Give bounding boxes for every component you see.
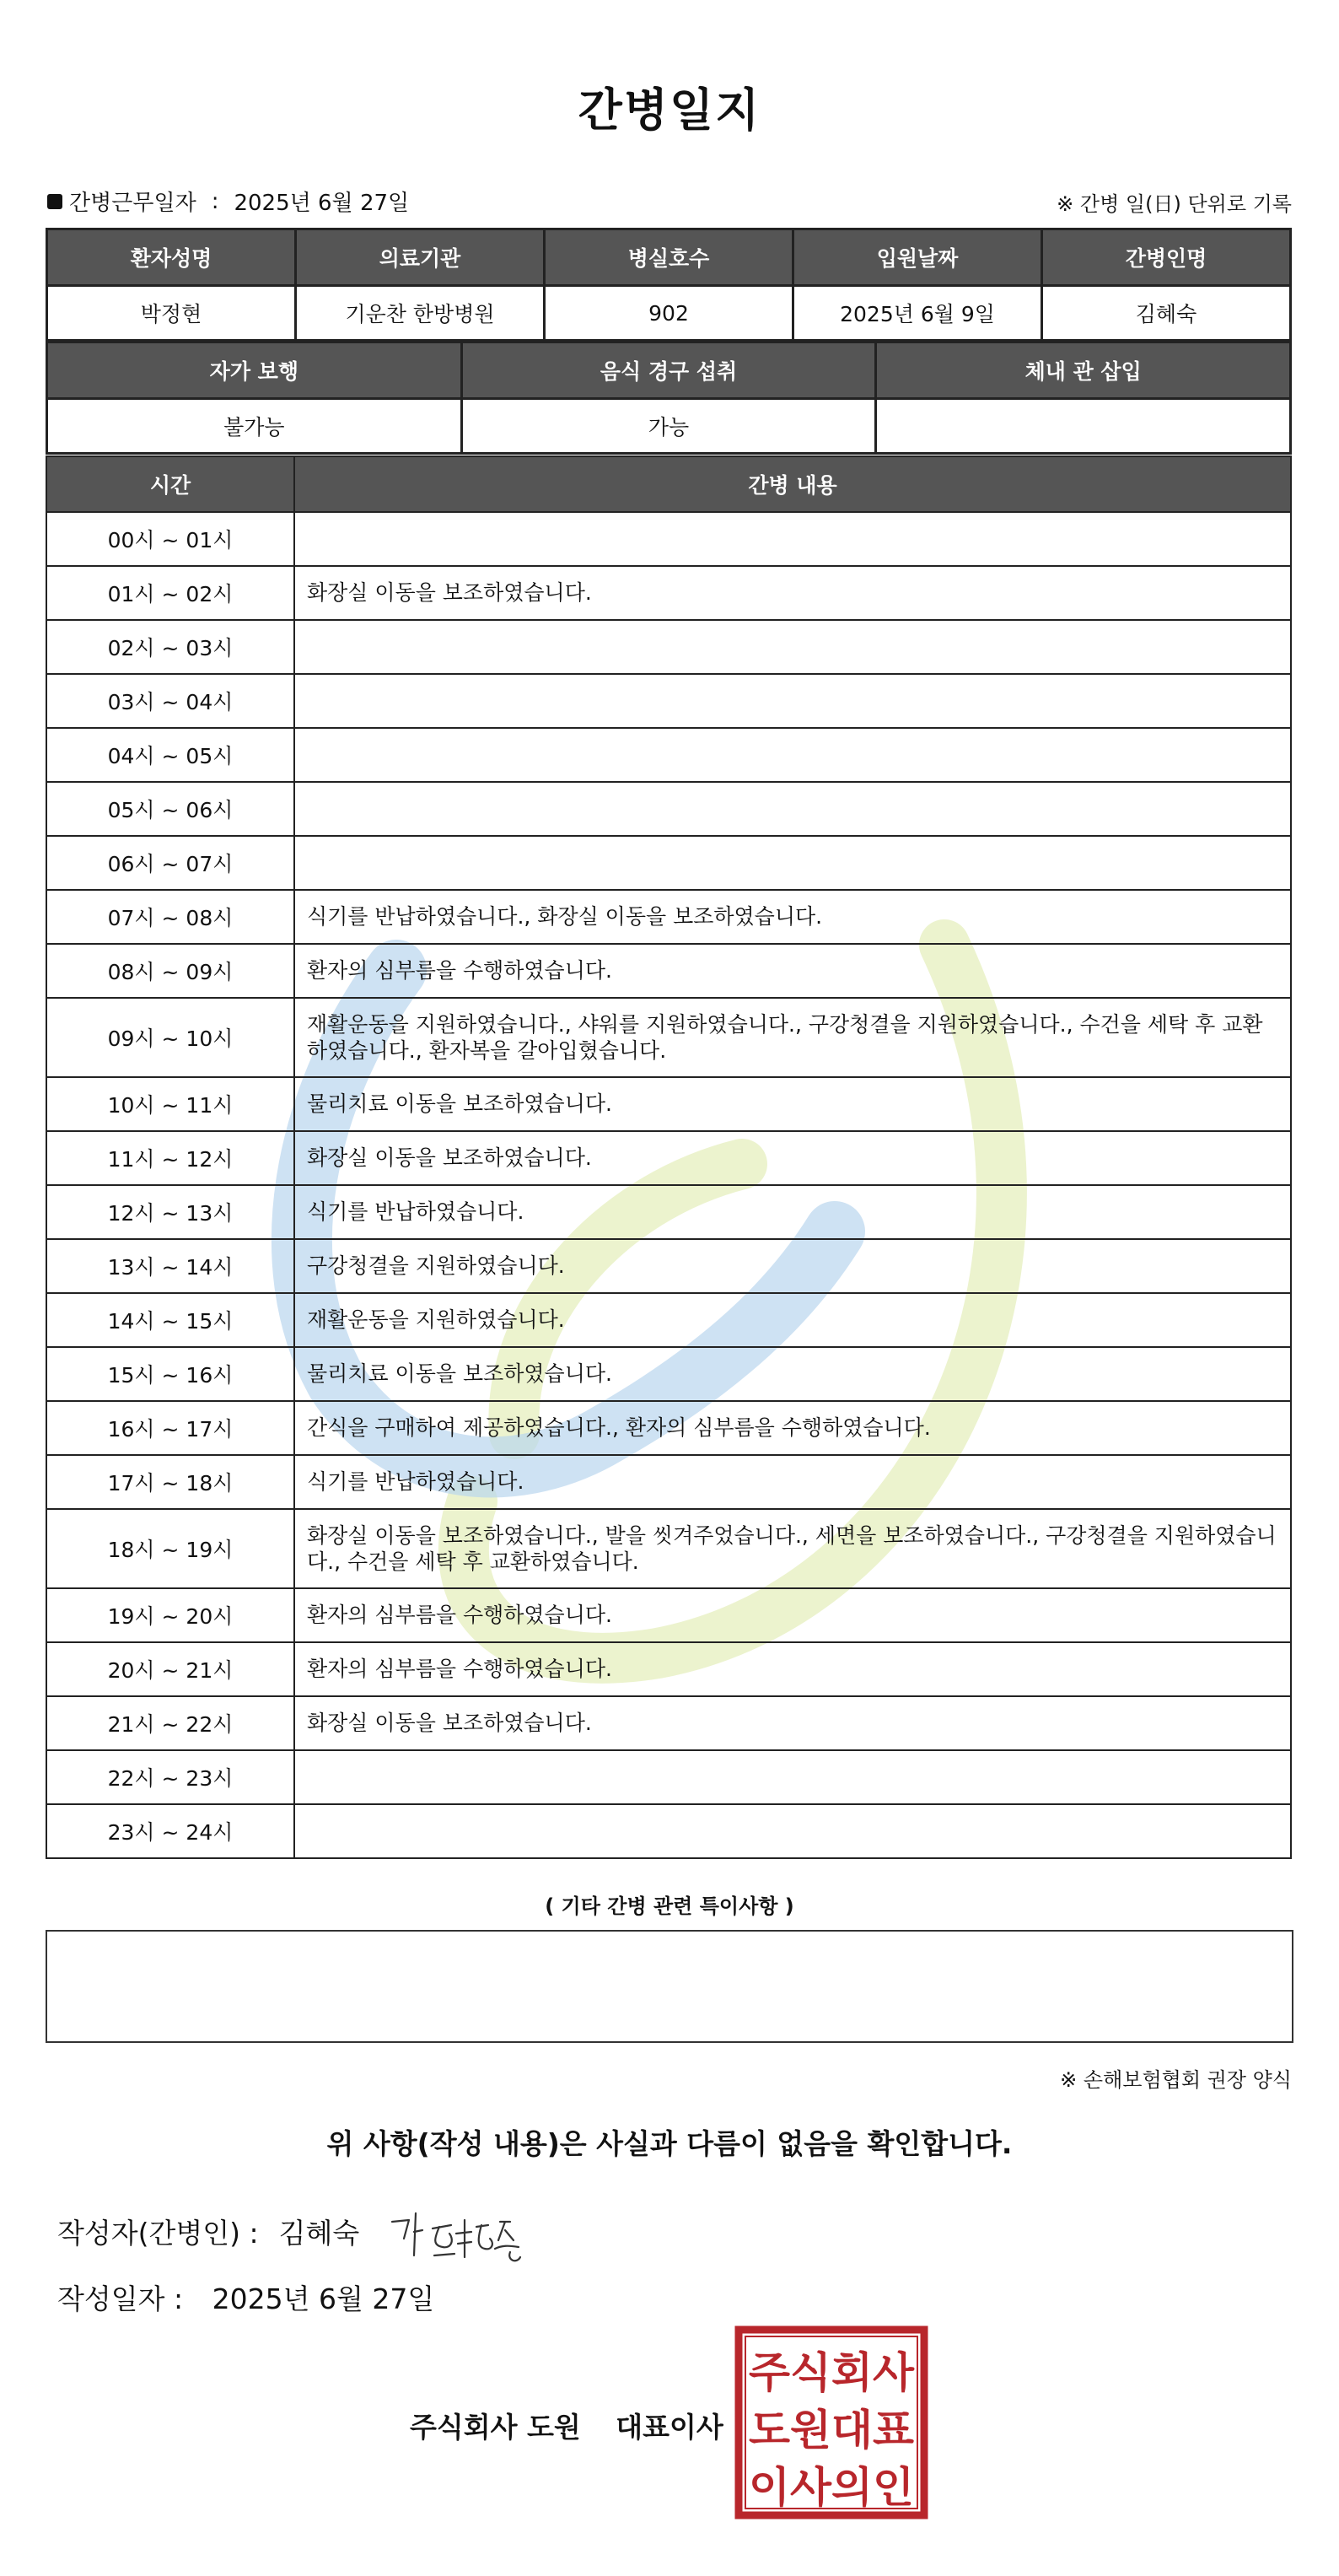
written-date-label: 작성일자 : xyxy=(57,2282,184,2315)
oral-intake-value: 가능 xyxy=(461,399,876,454)
patient-name: 박정현 xyxy=(47,286,296,341)
header-tube-insertion: 체내 관 삽입 xyxy=(876,342,1291,399)
care-content-cell xyxy=(294,1750,1291,1804)
work-date-row xyxy=(47,186,409,217)
writer-row xyxy=(57,2212,359,2251)
care-content-cell xyxy=(294,620,1291,674)
bullet-square-icon xyxy=(47,194,62,209)
daily-record-note: ※ 간병 일(日) 단위로 기록 xyxy=(1057,192,1292,216)
table-row xyxy=(46,1131,1291,1185)
header-admission-date: 입원날짜 xyxy=(793,229,1042,286)
table-row xyxy=(46,944,1291,998)
header-care-content: 간병 내용 xyxy=(294,456,1291,512)
care-content-cell xyxy=(294,674,1291,728)
time-cell: 00시 ~ 01시 xyxy=(46,512,294,566)
time-cell: 13시 ~ 14시 xyxy=(46,1239,294,1293)
table-row xyxy=(46,1239,1291,1293)
written-date-row xyxy=(57,2277,434,2317)
time-cell: 21시 ~ 22시 xyxy=(46,1696,294,1750)
table-row xyxy=(46,1347,1291,1401)
table-row xyxy=(46,1696,1291,1750)
care-content-cell: 환자의 심부름을 수행하였습니다. xyxy=(294,1642,1291,1696)
care-content-cell: 물리치료 이동을 보조하였습니다. xyxy=(294,1077,1291,1131)
time-cell: 07시 ~ 08시 xyxy=(46,890,294,944)
care-content-cell xyxy=(294,1804,1291,1858)
time-cell: 06시 ~ 07시 xyxy=(46,836,294,890)
table-row xyxy=(46,1185,1291,1239)
time-cell: 17시 ~ 18시 xyxy=(46,1455,294,1509)
header-oral-intake: 음식 경구 섭취 xyxy=(461,342,876,399)
header-self-walking: 자가 보행 xyxy=(47,342,462,399)
work-date-separator: : xyxy=(211,188,219,214)
admission-date: 2025년 6월 9일 xyxy=(793,286,1042,341)
special-notes-box xyxy=(46,1930,1293,2043)
care-content-cell: 환자의 심부름을 수행하였습니다. xyxy=(294,1588,1291,1642)
care-content-cell: 재활운동을 지원하였습니다. xyxy=(294,1293,1291,1347)
header-patient-name: 환자성명 xyxy=(47,229,296,286)
written-date-value: 2025년 6월 27일 xyxy=(212,2282,435,2315)
care-log-table xyxy=(46,455,1292,1859)
care-content-cell: 간식을 구매하여 제공하였습니다., 환자의 심부름을 수행하였습니다. xyxy=(294,1401,1291,1455)
table-row xyxy=(46,1588,1291,1642)
work-date-label: 간병근무일자 xyxy=(69,191,196,216)
special-notes-title: ( 기타 간병 관련 특이사항 ) xyxy=(545,1894,794,1918)
table-row xyxy=(46,728,1291,782)
time-cell: 22시 ~ 23시 xyxy=(46,1750,294,1804)
table-row xyxy=(46,1455,1291,1509)
table-row xyxy=(46,1401,1291,1455)
company-seal-stamp xyxy=(734,2325,929,2520)
company-row xyxy=(410,2406,723,2445)
time-cell: 14시 ~ 15시 xyxy=(46,1293,294,1347)
header-caregiver: 간병인명 xyxy=(1042,229,1291,286)
table-row xyxy=(46,1804,1291,1858)
care-content-cell xyxy=(294,512,1291,566)
work-date-value: 2025년 6월 27일 xyxy=(234,191,410,216)
time-cell: 20시 ~ 21시 xyxy=(46,1642,294,1696)
care-content-cell: 화장실 이동을 보조하였습니다. xyxy=(294,1131,1291,1185)
table-row xyxy=(46,1509,1291,1588)
handwritten-signature xyxy=(384,2196,552,2272)
time-cell: 12시 ~ 13시 xyxy=(46,1185,294,1239)
time-cell: 05시 ~ 06시 xyxy=(46,782,294,836)
care-content-cell: 화장실 이동을 보조하였습니다., 발을 씻겨주었습니다., 세면을 보조하였습니다., 구강청결을 지원하였습니다., 수건을 세탁 후 교환하였습니다. xyxy=(294,1509,1291,1588)
care-content-cell xyxy=(294,836,1291,890)
patient-info-table xyxy=(46,228,1292,342)
table-row xyxy=(46,1750,1291,1804)
table-row xyxy=(46,998,1291,1077)
care-content-cell: 재활운동을 지원하였습니다., 샤워를 지원하였습니다., 구강청결을 지원하였습니다., 수건을 세탁 후 교환하였습니다., 환자복을 갈아입혔습니다. xyxy=(294,998,1291,1077)
time-cell: 15시 ~ 16시 xyxy=(46,1347,294,1401)
table-row xyxy=(46,674,1291,728)
svg-text:이사의인: 이사의인 xyxy=(749,2463,914,2512)
care-content-cell xyxy=(294,782,1291,836)
hospital-name: 기운찬 한방병원 xyxy=(296,286,545,341)
time-cell: 23시 ~ 24시 xyxy=(46,1804,294,1858)
time-cell: 03시 ~ 04시 xyxy=(46,674,294,728)
header-hospital: 의료기관 xyxy=(296,229,545,286)
page-title: 간병일지 xyxy=(578,84,761,137)
time-cell: 02시 ~ 03시 xyxy=(46,620,294,674)
tube-insertion-value xyxy=(876,399,1291,454)
care-content-cell: 구강청결을 지원하였습니다. xyxy=(294,1239,1291,1293)
table-row xyxy=(46,566,1291,620)
confirmation-statement: 위 사항(작성 내용)은 사실과 다름이 없음을 확인합니다. xyxy=(326,2127,1013,2160)
patient-status-table xyxy=(46,341,1292,455)
care-content-cell: 환자의 심부름을 수행하였습니다. xyxy=(294,944,1291,998)
caregiver-name: 김혜숙 xyxy=(1042,286,1291,341)
care-content-cell: 화장실 이동을 보조하였습니다. xyxy=(294,1696,1291,1750)
header-time: 시간 xyxy=(46,456,294,512)
table-row xyxy=(46,890,1291,944)
table-row xyxy=(46,1077,1291,1131)
care-content-cell: 물리치료 이동을 보조하였습니다. xyxy=(294,1347,1291,1401)
table-row xyxy=(46,836,1291,890)
table-row xyxy=(46,1293,1291,1347)
care-content-cell xyxy=(294,728,1291,782)
table-row xyxy=(46,620,1291,674)
self-walking-value: 불가능 xyxy=(47,399,462,454)
time-cell: 04시 ~ 05시 xyxy=(46,728,294,782)
table-row xyxy=(46,1642,1291,1696)
time-cell: 11시 ~ 12시 xyxy=(46,1131,294,1185)
form-footnote: ※ 손해보험협회 권장 양식 xyxy=(1060,2068,1292,2092)
time-cell: 18시 ~ 19시 xyxy=(46,1509,294,1588)
company-name: 주식회사 도원 xyxy=(410,2411,581,2444)
writer-label: 작성자(간병인) : xyxy=(57,2217,259,2250)
time-cell: 09시 ~ 10시 xyxy=(46,998,294,1077)
table-row xyxy=(46,782,1291,836)
care-content-cell: 화장실 이동을 보조하였습니다. xyxy=(294,566,1291,620)
care-content-cell: 식기를 반납하였습니다., 화장실 이동을 보조하였습니다. xyxy=(294,890,1291,944)
time-cell: 16시 ~ 17시 xyxy=(46,1401,294,1455)
header-room: 병실호수 xyxy=(545,229,793,286)
table-row xyxy=(46,512,1291,566)
time-cell: 19시 ~ 20시 xyxy=(46,1588,294,1642)
room-number: 902 xyxy=(545,286,793,341)
time-cell: 08시 ~ 09시 xyxy=(46,944,294,998)
care-content-cell: 식기를 반납하였습니다. xyxy=(294,1185,1291,1239)
ceo-title: 대표이사 xyxy=(616,2411,723,2444)
writer-name: 김혜숙 xyxy=(278,2217,360,2250)
time-cell: 10시 ~ 11시 xyxy=(46,1077,294,1131)
time-cell: 01시 ~ 02시 xyxy=(46,566,294,620)
svg-text:도원대표: 도원대표 xyxy=(749,2406,915,2455)
svg-text:주식회사: 주식회사 xyxy=(749,2348,915,2397)
care-content-cell: 식기를 반납하였습니다. xyxy=(294,1455,1291,1509)
